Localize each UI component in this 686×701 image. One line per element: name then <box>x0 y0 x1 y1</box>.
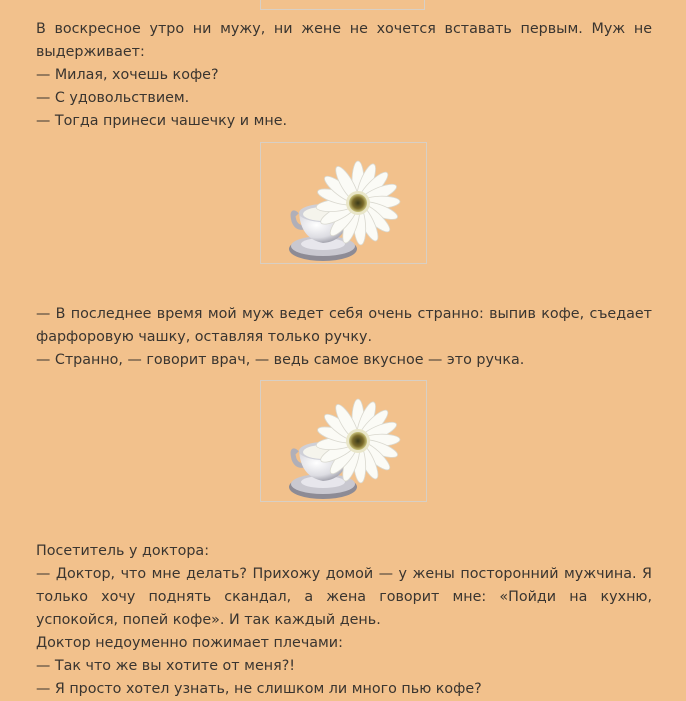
story-3-line-3: только хочу поднять скандал, а жена говорит мне: «Пойди на кухню, <box>36 589 652 605</box>
coffee-illustration-1 <box>260 142 427 264</box>
story-2 <box>36 303 652 372</box>
story-3-line-2: — Доктор, что мне делать? Прихожу домой — у жены посторонний мужчина. Я <box>36 566 652 582</box>
story-1-line-2: выдерживает: <box>36 44 145 60</box>
story-3-line-1: Посетитель у доктора: <box>36 543 210 559</box>
story-3-line-5: Доктор недоуменно пожимает плечами: <box>36 635 343 651</box>
story-1-line-5: — Тогда принеси чашечку и мне. <box>36 113 288 129</box>
story-3-line-7: — Я просто хотел узнать, не слишком ли много пью кофе? <box>36 681 482 697</box>
story-2-line-2: фарфоровую чашку, оставляя только ручку. <box>36 329 372 345</box>
story-3 <box>36 540 652 701</box>
image-frame-top <box>260 0 425 10</box>
coffee-cup-with-daisy-icon <box>261 143 426 263</box>
story-2-line-3: — Странно, — говорит врач, — ведь самое вкусное — это ручка. <box>36 352 525 368</box>
story-1-line-3: — Милая, хочешь кофе? <box>36 67 219 83</box>
coffee-illustration-2 <box>260 380 427 502</box>
story-2-line-1: — В последнее время мой муж ведет себя очень странно: выпив кофе, съедает <box>36 306 652 322</box>
story-1-line-4: — С удовольствием. <box>36 90 190 106</box>
story-3-line-6: — Так что же вы хотите от меня?! <box>36 658 296 674</box>
story-1 <box>36 18 652 133</box>
story-3-line-4: успокойся, попей кофе». И так каждый день. <box>36 612 381 628</box>
story-1-line-1: В воскресное утро ни мужу, ни жене не хочется вставать первым. Муж не <box>36 21 652 37</box>
coffee-cup-with-daisy-icon <box>261 381 426 531</box>
